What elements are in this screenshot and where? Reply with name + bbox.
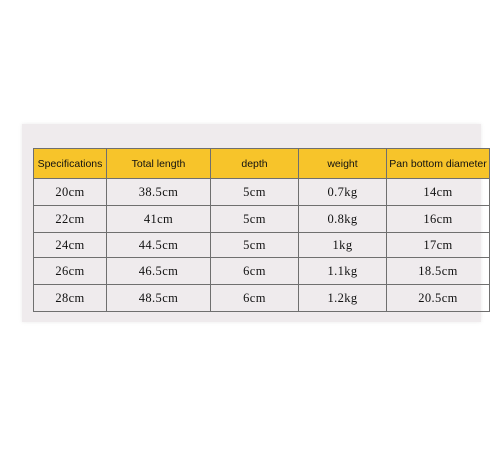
cell-weight: 1.2kg: [299, 285, 387, 312]
header-depth: depth: [211, 149, 299, 179]
cell-specification: 28cm: [34, 285, 107, 312]
cell-weight: 0.8kg: [299, 206, 387, 233]
header-pan-bottom-diameter: Pan bottom diameter: [387, 149, 490, 179]
cell-pan-bottom-diameter: 14cm: [387, 179, 490, 206]
cell-pan-bottom-diameter: 16cm: [387, 206, 490, 233]
cell-specification: 20cm: [34, 179, 107, 206]
table-header-row: [34, 149, 490, 179]
cell-pan-bottom-diameter: 18.5cm: [387, 258, 490, 285]
cell-total-length: 44.5cm: [107, 233, 211, 258]
cell-depth: 6cm: [211, 258, 299, 285]
cell-weight: 1kg: [299, 233, 387, 258]
cell-pan-bottom-diameter: 17cm: [387, 233, 490, 258]
cell-depth: 5cm: [211, 206, 299, 233]
header-specifications: Specifications: [34, 149, 107, 179]
cell-total-length: 46.5cm: [107, 258, 211, 285]
cell-specification: 24cm: [34, 233, 107, 258]
cell-specification: 22cm: [34, 206, 107, 233]
cell-total-length: 41cm: [107, 206, 211, 233]
table-row: [34, 258, 490, 285]
cell-total-length: 38.5cm: [107, 179, 211, 206]
table-row: [34, 206, 490, 233]
cell-pan-bottom-diameter: 20.5cm: [387, 285, 490, 312]
specifications-table: [33, 148, 490, 312]
cell-weight: 1.1kg: [299, 258, 387, 285]
table-row: [34, 179, 490, 206]
header-total-length: Total length: [107, 149, 211, 179]
cell-specification: 26cm: [34, 258, 107, 285]
cell-total-length: 48.5cm: [107, 285, 211, 312]
cell-depth: 5cm: [211, 233, 299, 258]
cell-weight: 0.7kg: [299, 179, 387, 206]
spec-card: [22, 124, 487, 322]
table-row: [34, 285, 490, 312]
header-weight: weight: [299, 149, 387, 179]
table-row: [34, 233, 490, 258]
cell-depth: 6cm: [211, 285, 299, 312]
cell-depth: 5cm: [211, 179, 299, 206]
